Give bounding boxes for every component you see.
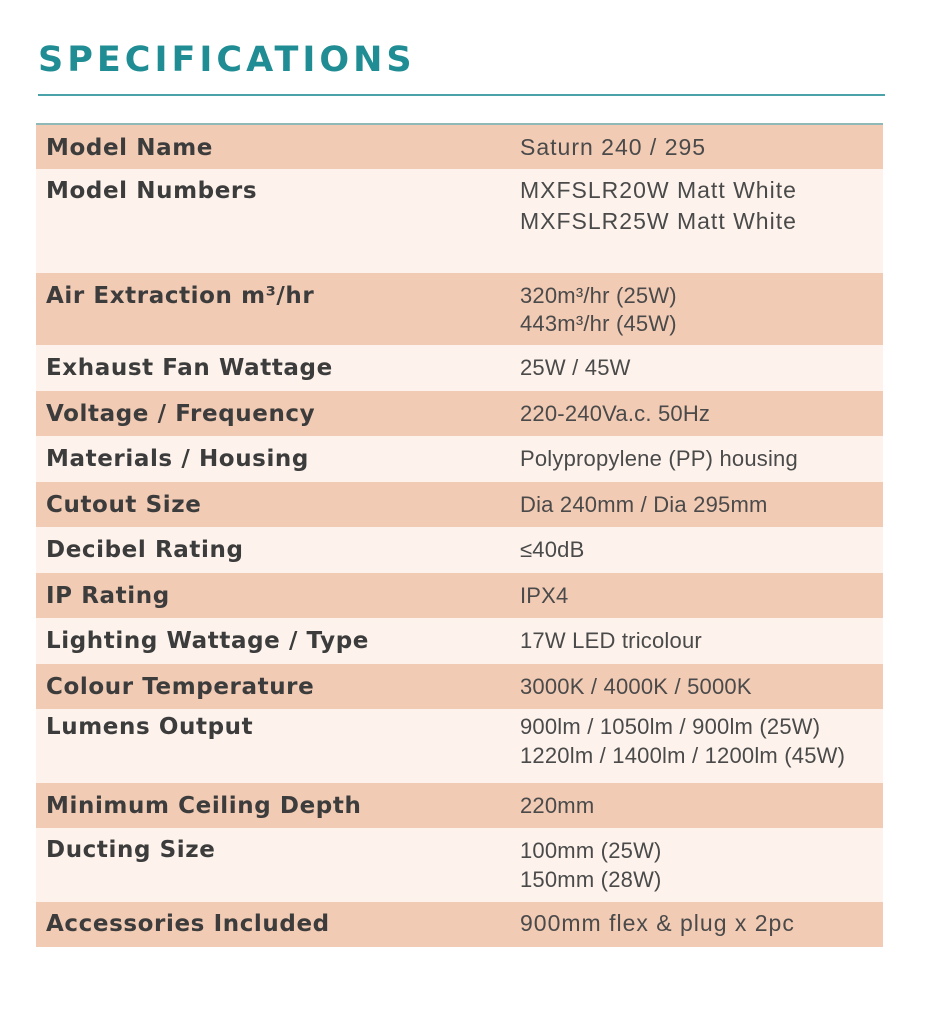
spec-value (510, 124, 883, 169)
spec-value-line: ≤40dB (520, 537, 585, 562)
spec-row-minimum-ceiling-depth (36, 783, 883, 828)
spec-value-line: 17W LED tricolour (520, 628, 702, 653)
spec-value-line: Saturn 240 / 295 (520, 134, 707, 160)
spec-row-voltage-frequency (36, 391, 883, 436)
spec-value (510, 828, 883, 902)
spec-value (510, 709, 883, 783)
spec-label: Cutout Size (46, 492, 202, 518)
spec-label: Model Numbers (46, 178, 258, 204)
spec-label: Minimum Ceiling Depth (46, 793, 362, 819)
spec-value-line: Polypropylene (PP) housing (520, 446, 798, 471)
spec-value (510, 482, 883, 527)
spec-label: Model Name (46, 135, 213, 161)
spec-value (510, 783, 883, 828)
spec-row-exhaust-fan-wattage (36, 345, 883, 391)
spec-row-air-extraction (36, 273, 883, 345)
spec-value-line: 1220lm / 1400lm / 1200lm (45W) (520, 743, 846, 768)
spec-value-line: 900mm flex & plug x 2pc (520, 910, 795, 936)
spec-label: Accessories Included (46, 911, 330, 937)
spec-row-cutout-size (36, 482, 883, 527)
spec-label: Lumens Output (46, 714, 254, 740)
spec-value (510, 391, 883, 436)
spec-value (510, 573, 883, 618)
spec-value (510, 527, 883, 573)
spec-value-line: 100mm (25W) (520, 838, 662, 863)
spec-row-colour-temperature (36, 664, 883, 709)
spec-value-line: IPX4 (520, 583, 569, 608)
spec-value (510, 273, 883, 345)
spec-label: Decibel Rating (46, 537, 244, 563)
spec-value-line: MXFSLR20W Matt White (520, 177, 797, 203)
spec-row-accessories-included (36, 902, 883, 947)
spec-value (510, 664, 883, 709)
spec-row-lumens-output (36, 709, 883, 783)
spec-row-ducting-size (36, 828, 883, 902)
spec-value (510, 345, 883, 391)
spec-row-model-numbers (36, 169, 883, 273)
spec-label: Ducting Size (46, 837, 216, 863)
spec-row-lighting-wattage-type (36, 618, 883, 664)
spec-label: IP Rating (46, 583, 170, 609)
spec-row-decibel-rating (36, 527, 883, 573)
spec-value-line: 220mm (520, 793, 595, 818)
spec-value-line: 900lm / 1050lm / 900lm (25W) (520, 714, 821, 739)
spec-value-line: MXFSLR25W Matt White (520, 208, 797, 234)
spec-label: Exhaust Fan Wattage (46, 355, 333, 381)
spec-value-line: 25W / 45W (520, 355, 631, 380)
spec-label: Voltage / Frequency (46, 401, 316, 427)
spec-value (510, 436, 883, 482)
spec-row-ip-rating (36, 573, 883, 618)
page-title: SPECIFICATIONS (38, 40, 416, 80)
spec-label: Air Extraction m³/hr (46, 283, 315, 309)
title-divider (38, 94, 885, 96)
spec-value (510, 902, 883, 947)
spec-value-line: 150mm (28W) (520, 867, 662, 892)
spec-label: Materials / Housing (46, 446, 309, 472)
spec-value-line: Dia 240mm / Dia 295mm (520, 492, 768, 517)
spec-row-model-name (36, 124, 883, 169)
spec-row-materials-housing (36, 436, 883, 482)
spec-value (510, 169, 883, 273)
spec-label: Colour Temperature (46, 674, 315, 700)
spec-value-line: 320m³/hr (25W) (520, 283, 677, 308)
spec-value (510, 618, 883, 664)
spec-value-line: 443m³/hr (45W) (520, 311, 677, 336)
specifications-table (36, 123, 883, 947)
spec-value-line: 3000K / 4000K / 5000K (520, 674, 752, 699)
spec-value-line: 220-240Va.c. 50Hz (520, 401, 711, 426)
spec-label: Lighting Wattage / Type (46, 628, 369, 654)
